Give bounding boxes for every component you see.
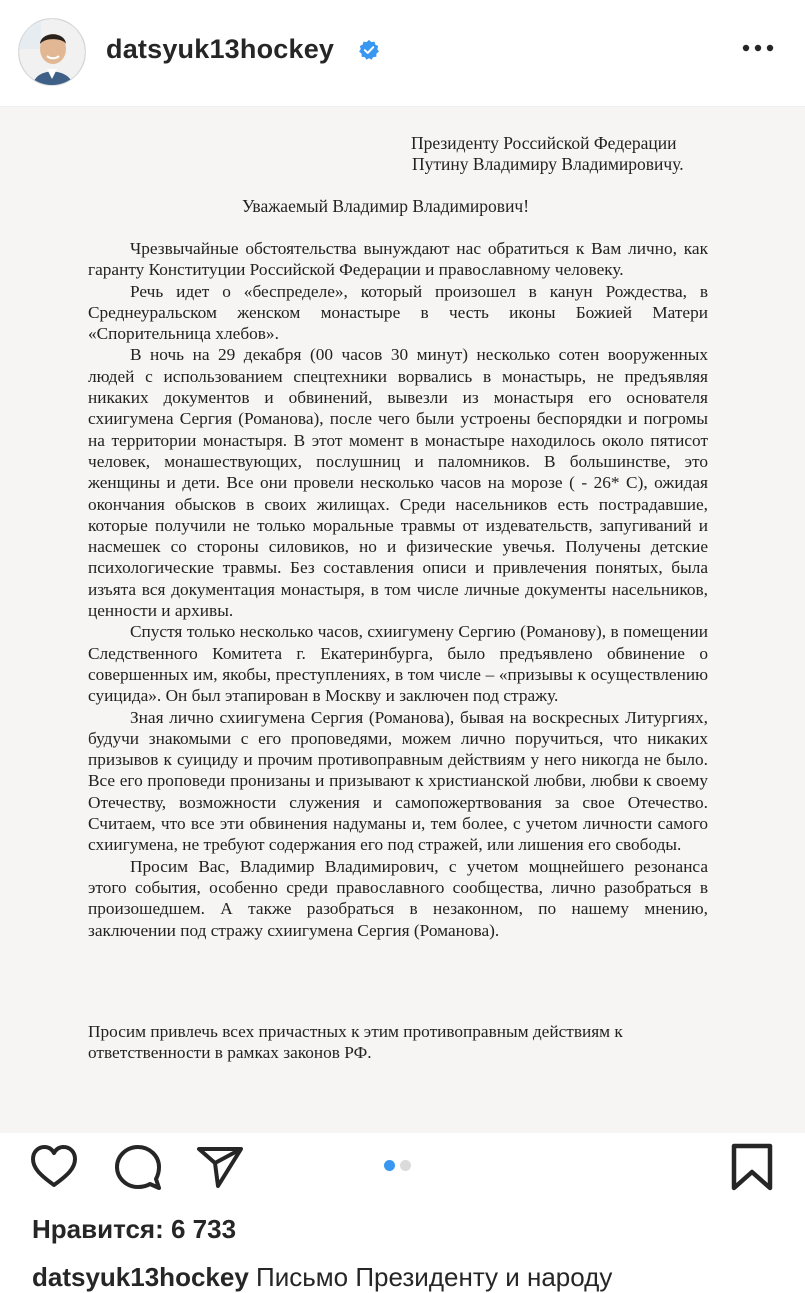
letter-paragraph: Зная лично схиигумена Сергия (Романова), бывая на воскресных Литургиях, будучи знакомыми с его проповедями, можем лично поручиться, что никаких призывов к суициду и прочим противоправным действиям у него никогда не было. Все его проповеди пронизаны и призывают к христианской любви, любви к своему Отечеству, возможности служения и самопожертвования за свое Отечество. Считаем, что все эти обвинения надуманы и, тем более, с учетом личности самого схиигумена, не требуют содержания его под стражей, или лишения его свободы. bbox=[88, 707, 708, 855]
caption-username[interactable]: datsyuk13hockey bbox=[32, 1262, 249, 1292]
addressee-line-2: Путину Владимиру Владимировичу. bbox=[412, 154, 684, 174]
post-username[interactable]: datsyuk13hockey bbox=[106, 34, 335, 64]
letter-paragraph: Просим Вас, Владимир Владимирович, с учетом мощнейшего резонанса этого события, особенно среди православного сообщества, лично разобраться в произошедшем. А также разобраться в незаконном, по нашему мнению, заключении под стражу схиигумена Сергия (Романова). bbox=[88, 856, 708, 940]
letter-closing: Просим привлечь всех причастных к этим противоправным действиям к ответственности в рамках законов РФ. bbox=[88, 1022, 623, 1063]
letter-paragraph: В ночь на 29 декабря (00 часов 30 минут) несколько сотен вооруженных людей с использованием спецтехники ворвались в монастырь, не предъявляя никаких документов и обвинений, вывезли из монастыря его основателя схиигумена Сергия (Романова), после чего были устроены беспорядки и погромы на территории монастыря. В этот момент в монастыре находилось около пятисот человек, монашествующих, послушниц и паломников. В большинстве, это женщины и дети. Все они провели несколько часов на морозе ( - 26* С), ожидая окончания обысков в своих жилищах. Среди насельников есть пострадавшие, которые получили не только моральные травмы от издевательств, запугиваний и насмешек со стороны силовиков, но и физические увечья. Получены детские психологические травмы. Без составления описи и привлечения понятых, была изъята вся документация монастыря, в том числе личные документы насельников, ценности и архивы. bbox=[88, 345, 708, 621]
post-header bbox=[0, 0, 805, 106]
bookmark-icon[interactable] bbox=[726, 1141, 778, 1193]
post-caption bbox=[32, 1262, 612, 1293]
avatar[interactable] bbox=[18, 18, 86, 86]
carousel-indicator bbox=[384, 1158, 416, 1176]
carousel-dot-active bbox=[384, 1160, 395, 1171]
letter-addressee bbox=[411, 133, 684, 175]
heart-icon[interactable] bbox=[28, 1141, 80, 1193]
letter-paragraph: Спустя только несколько часов, схиигумену Сергию (Романову), в помещении Следственного Комитета г. Екатеринбурга, было предъявлено обвинение о совершенных им, якобы, преступлениях, в том числе – «призывы к осуществлению суицида». Он был этапирован в Москву и заключен под стражу. bbox=[88, 622, 708, 706]
letter-paragraph: Речь идет о «беспределе», который произошел в канун Рождества, в Среднеуральском женском монастыре в честь иконы Божией Матери «Спорительница хлебов». bbox=[88, 281, 708, 344]
avatar-photo-icon bbox=[19, 19, 85, 85]
letter-greeting: Уважаемый Владимир Владимирович! bbox=[242, 196, 530, 216]
more-dots-icon[interactable] bbox=[741, 36, 775, 60]
carousel-dot bbox=[400, 1160, 411, 1171]
caption-text: Письмо Президенту и народу bbox=[256, 1262, 613, 1292]
addressee-line-1: Президенту Российской Федерации bbox=[411, 133, 677, 153]
post-image-letter[interactable] bbox=[0, 107, 805, 1133]
letter-body bbox=[88, 238, 708, 941]
likes-count[interactable]: Нравится: 6 733 bbox=[32, 1214, 237, 1244]
share-icon[interactable] bbox=[194, 1141, 246, 1193]
verified-badge-icon bbox=[358, 39, 380, 61]
letter-paragraph: Чрезвычайные обстоятельства вынуждают нас обратиться к Вам лично, как гаранту Конституции Российской Федерации и православному человеку. bbox=[88, 239, 708, 280]
comment-icon[interactable] bbox=[112, 1141, 164, 1193]
